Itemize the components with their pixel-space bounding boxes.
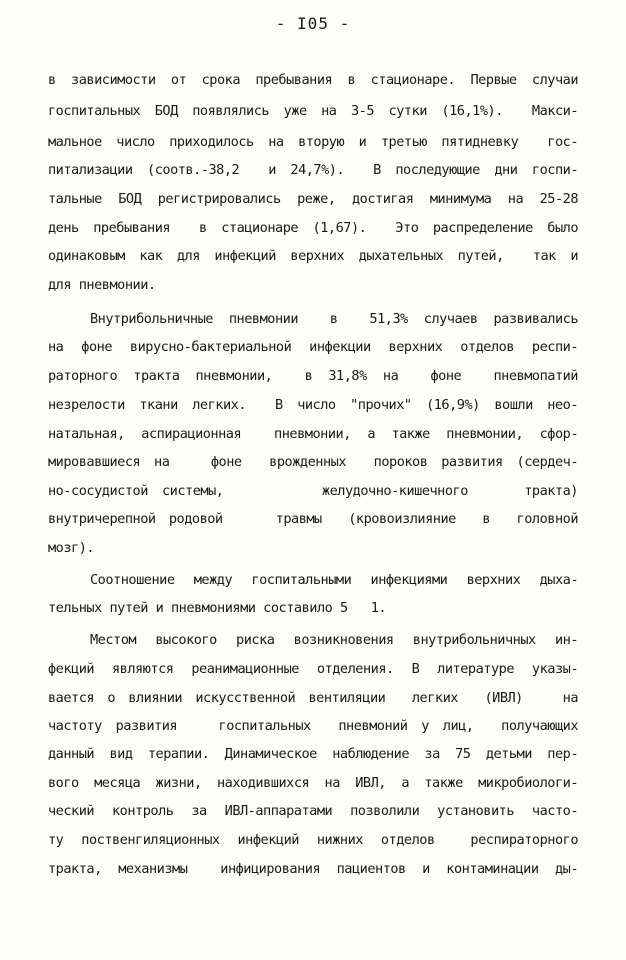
page-number: - I05 -	[275, 14, 351, 33]
text-line: день пребывания в стационаре (1,67). Это распределение было	[48, 220, 578, 236]
text-line: тракта, механизмы инфицирования пациентов и контаминации ды-	[48, 861, 578, 877]
text-line: ту поственгиляционных инфекций нижних отделов респираторного	[48, 832, 578, 848]
text-line: в зависимости от срока пребывания в стационаре. Первые случаи	[48, 72, 578, 88]
text-line: частоту развития госпитальных пневмоний у лиц, получающих	[48, 718, 578, 734]
text-line: для пневмонии.	[48, 277, 156, 293]
text-line: раторного тракта пневмонии, в 31,8% на фоне пневмопатий	[48, 368, 578, 384]
text-line: госпитальных БОД появлялись уже на 3-5 сутки (16,1%). Макси-	[48, 103, 578, 119]
text-line: ческий контроль за ИВЛ-аппаратами позволили установить часто-	[48, 803, 578, 819]
text-line: тальные БОД регистрировались реже, достигая минимума на 25-28	[48, 191, 578, 207]
text-line: мальное число приходилось на вторую и третью пятидневку гос-	[48, 134, 578, 150]
text-line: внутричерепной родовой травмы (кровоизлияние в головной	[48, 511, 578, 527]
text-line: данный вид терапии. Динамическое наблюдение за 75 детьми пер-	[48, 746, 578, 762]
text-line: вается о влиянии искусственной вентиляции легких (ИВЛ) на	[48, 690, 578, 706]
text-line: на фоне вирусно-бактериальной инфекции верхних отделов респи-	[48, 339, 578, 355]
text-line: но-сосудистой системы, желудочно-кишечного тракта)	[48, 483, 578, 499]
text-line: Соотношение между госпитальными инфекциями верхних дыха-	[90, 572, 578, 588]
text-line: Местом высокого риска возникновения внутрибольничных ин-	[90, 632, 578, 648]
text-line: незрелости ткани легких. В число "прочих" (16,9%) вошли нео-	[48, 397, 578, 413]
text-line: мозг).	[48, 540, 95, 556]
text-line: тельных путей и пневмониями составило 5 1.	[48, 600, 387, 616]
text-line: вого месяца жизни, находившихся на ИВЛ, а также микробиологи-	[48, 775, 578, 791]
text-line: Внутрибольничные пневмонии в 51,3% случаев развивались	[90, 311, 578, 327]
text-line: мировавшиеся на фоне врожденных пороков развития (сердеч-	[48, 454, 578, 470]
text-line: питализации (соотв.-38,2 и 24,7%). В последующие дни госпи-	[48, 162, 578, 178]
text-line: фекций являются реанимационные отделения. В литературе указы-	[48, 661, 578, 677]
text-line: одинаковым как для инфекций верхних дыхательных путей, так и	[48, 248, 578, 264]
text-line: натальная, аспирационная пневмонии, а также пневмонии, сфор-	[48, 426, 578, 442]
